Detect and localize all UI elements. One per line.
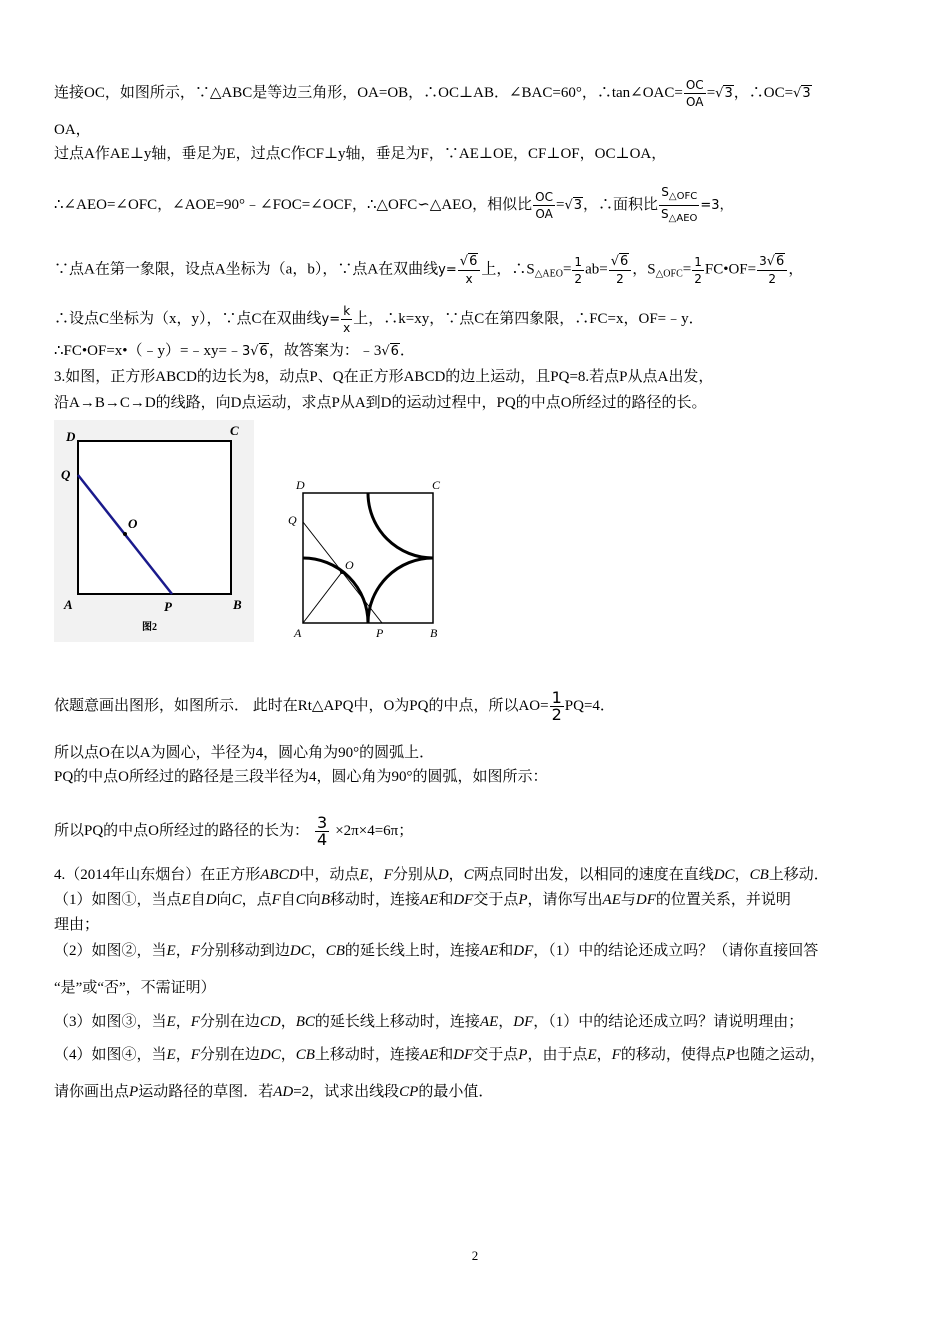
radicand: 6 [619,254,629,269]
text: C [295,892,306,908]
fraction-oc-oa [684,77,706,110]
text: ，由于点 [527,1047,588,1063]
text: P [518,1047,528,1063]
text: ， [175,1047,191,1063]
label-c: C [230,423,239,438]
text: AE [419,1047,439,1063]
text: DC [259,1047,281,1063]
q4-line-6 [54,1013,803,1031]
text: 移动时，连接 [329,892,420,908]
text: F [190,1014,200,1030]
text: = [329,311,341,327]
text: FC•OF= [704,261,757,278]
text: ∴∠AEO=∠OFC，∠AOE=90°﹣∠FOC=∠OCF，∴△OFC∽△AEO，相似比 [54,196,533,213]
text: ， [734,867,750,883]
solution-line-6 [54,303,704,336]
text: S [661,185,669,199]
fraction-three-quarters [315,815,329,848]
midpoint-o [123,532,127,536]
q4-line-8 [54,1083,493,1101]
text: （2）如图②，当 [54,943,167,959]
numerator: 1 [551,688,562,707]
sqrt-6: √6 [610,254,629,269]
denominator: 2 [574,271,583,286]
denominator: 4 [317,830,328,849]
q3-solution-4 [54,815,413,848]
fraction-one-half [550,690,564,723]
text: ×2π×4=6π； [335,822,414,839]
fraction-one-half [692,254,704,287]
text: DF [635,892,656,908]
numerator [757,253,787,270]
text: ， [596,1047,612,1063]
text: 上移动时，连接 [314,1047,420,1063]
label-p: P [164,599,172,614]
fraction-sqrt6-over-x [458,253,481,287]
text: 上，∴k=xy，∵点C在第四象限，∴FC=x，OF=﹣y． [353,310,704,327]
denominator: OA [684,93,706,110]
label-b: B [233,597,242,612]
text: AEO [676,213,698,224]
text: △ [668,213,677,224]
label-d: D [296,478,305,492]
text: D [205,892,217,908]
text: 自 [190,892,206,908]
solution-line-4 [54,184,733,227]
text: ，S [632,261,656,278]
radicand: 3 [802,85,811,101]
q4-line-1 [54,866,829,884]
text: E [181,892,191,908]
text: y [438,262,446,278]
text: AD [273,1084,294,1100]
radicand: 6 [776,254,785,269]
text: =2，试求出线段 [293,1084,400,1100]
text: ，点 [241,892,272,908]
text: 3 [241,344,251,359]
numerator: OC [685,78,704,92]
text: 也随之运动， [735,1047,826,1063]
text: AE [479,943,499,959]
solution-line-7 [54,342,415,361]
text: DF [453,892,474,908]
square-abcd [303,493,433,623]
denominator: 2 [551,705,562,724]
text: PQ=4． [564,697,615,714]
text: 与 [620,892,636,908]
text: C [463,867,474,883]
fraction-one-half [572,254,584,287]
denominator: 2 [694,271,702,286]
text: ， [280,1047,296,1063]
denominator: OA [533,205,555,222]
text: =3， [700,197,733,213]
q3-solution-2: 所以点O在以A为圆心，半径为4，圆心角为90°的圆弧上． [54,745,435,761]
text: = [706,84,716,101]
text: = [682,261,692,278]
fraction-oc-oa [533,189,555,222]
text: ． [399,343,415,359]
text: 的移动，使得点 [620,1047,726,1063]
numerator: k [343,304,351,318]
text: ， [448,867,464,883]
q3-line-1: 3.如图，正方形ABCD的边长为8，动点P、Q在正方形ABCD的边上运动，且PQ=8.若点P从点A出发， [54,369,714,385]
text: P [725,1047,736,1063]
text: F [190,1047,200,1063]
text: D [437,867,449,883]
sqrt-6: √6 [459,254,478,269]
text: DC [289,943,311,959]
text: AE [602,892,621,908]
text: 的延长线上时，连接 [344,943,480,959]
label-q: Q [288,513,297,527]
figure-arc-paths [284,476,454,642]
sqrt-6: √6 [250,344,268,359]
q4-line-4 [54,942,818,960]
figure-arc-paths-svg [284,476,454,642]
label-d: D [66,429,76,444]
radicand: 3 [724,85,733,101]
text: 和 [498,943,514,959]
text: 交于点 [473,892,519,908]
fraction-3sqrt6-over-2 [757,253,787,287]
label-a: A [64,597,73,612]
text: ，∴面积比 [583,196,659,213]
text: S [661,207,669,221]
text: 中，动点 [299,867,360,883]
text: △OFC [655,268,683,280]
numerator [458,253,481,270]
text: y [321,311,330,327]
sqrt-3: √3 [793,85,811,101]
numerator: 1 [694,254,702,269]
label-a: A [294,626,302,640]
sqrt-6: √6 [766,254,785,269]
text: ， [788,261,804,278]
text: 运动路径的草图．若 [138,1084,274,1100]
page-number: 2 [471,1248,479,1263]
sqrt-3: √3 [715,85,733,101]
text: ∴FC•OF=x•（﹣y）=﹣xy=﹣ [54,343,242,359]
q3-solution-1 [54,690,615,723]
text: ， [368,867,384,883]
text: CB [295,1047,315,1063]
figure-caption: 图2 [142,622,157,633]
text: 请你画出点 [54,1084,130,1100]
denominator: 2 [609,270,632,287]
solution-line-5 [54,253,803,287]
text: OFC [676,191,698,202]
text: 向 [305,892,321,908]
text: CD [259,1014,281,1030]
text: ， [498,1014,514,1030]
text: （1）如图①，当点 [54,892,182,908]
text: F [383,867,393,883]
radicand: 6 [259,344,268,359]
label-b: B [430,626,438,640]
text: ， [175,1014,191,1030]
denominator: x [343,321,351,335]
text: （3）如图③，当 [54,1014,167,1030]
denominator [659,205,699,227]
midpoint-o [340,570,344,574]
text: C [231,892,242,908]
text: F [271,892,281,908]
sqrt-6: √6 [381,344,399,359]
solution-line-1 [54,77,812,110]
text: 连接OC，如图所示，∵△ABC是等边三角形，OA=OB，∴OC⊥AB．∠BAC=60°，∴tan∠OAC= [54,84,683,101]
numerator [609,253,632,270]
text: F [190,943,200,959]
text: B [320,892,330,908]
text: E [166,943,176,959]
text: DC [713,867,735,883]
text: 自 [280,892,296,908]
text: ∵点A在第一象限，设点A坐标为（a，b），∵点A在双曲线 [54,261,439,278]
label-o: O [128,516,138,531]
text: ， [175,943,191,959]
text: BC [295,1014,315,1030]
text: F [611,1047,621,1063]
figure-square-pq [54,420,254,642]
figure-square-pq-svg [54,420,254,642]
text: ABCD [260,867,300,883]
radicand: 3 [573,197,583,213]
text: 交于点 [473,1047,519,1063]
text: 4.（2014年山东烟台）在正方形 [54,867,261,883]
q4-line-5: “是”或“否”，不需证明） [54,980,216,996]
numerator: OC [535,190,553,204]
text: 分别移动到边 [199,943,290,959]
q3-solution-3: PQ的中点O所经过的路径是三段半径为4，圆心角为90°的圆弧，如图所示： [54,769,548,785]
fraction-sqrt6-over-2 [609,253,632,287]
text: E [166,1014,176,1030]
text: △ [668,191,677,202]
text: ， [280,1014,296,1030]
text: E [166,1047,176,1063]
q4-line-2 [54,891,791,909]
text: △AEO [534,268,563,280]
sqrt-3: √3 [564,197,583,213]
text: 的延长线上移动时，连接 [314,1014,480,1030]
fraction-area-ratio [659,184,699,227]
denominator: x [458,270,481,287]
text: ，∴OC= [733,84,794,101]
text: 分别在边 [199,1047,260,1063]
text: = [555,196,565,213]
text: 两点同时出发，以相同的速度在直线 [473,867,714,883]
text: ，请你写出 [527,892,603,908]
text: ，故答案为：﹣3 [268,343,382,359]
text: ∴设点C坐标为（x，y），∵点C在双曲线 [54,310,322,327]
text: 的位置关系，并说明 [655,892,791,908]
text: 上移动． [768,867,829,883]
solution-line-3: 过点A作AE⊥y轴，垂足为E，过点C作CF⊥y轴，垂足为F，∵AE⊥OE，CF⊥OF，OC⊥OA， [54,146,667,162]
text: ，（1）中的结论还成立吗？（请你直接回答 [533,943,819,959]
text: 向 [216,892,232,908]
text: AE [479,1014,499,1030]
text: 分别从 [392,867,438,883]
text: AE [420,892,439,908]
text: CB [749,867,769,883]
text: E [587,1047,597,1063]
numerator: 1 [574,254,583,269]
text: CP [399,1084,419,1100]
label-o: O [345,558,354,572]
label-p: P [376,626,384,640]
q3-line-2: 沿A→B→C→D的线路，向D点运动，求点P从A到D的运动过程中，PQ的中点O所经过的路径的长。 [54,395,707,411]
text: E [359,867,369,883]
radicand: 6 [390,344,399,359]
radicand: 6 [469,254,478,269]
text: ab= [585,261,608,278]
numerator: 3 [317,813,328,832]
text: = [445,262,457,278]
text: 和 [438,892,454,908]
text: 3 [759,254,767,268]
label-q: Q [61,467,71,482]
text: = [562,261,572,278]
numerator [659,184,699,205]
text: （4）如图④，当 [54,1047,167,1063]
fraction-k-over-x [341,303,352,336]
text: CB [325,943,345,959]
text: 分别在边 [199,1014,260,1030]
q4-line-7 [54,1046,825,1064]
label-c: C [432,478,441,492]
text: 上，∴S [481,261,535,278]
text: 依题意画出图形，如图所示． 此时在Rt△APQ中，O为PQ的中点，所以AO= [54,697,549,714]
text: 所以PQ的中点O所经过的路径的长为： [54,822,310,839]
text: DF [453,1047,474,1063]
text: 和 [438,1047,454,1063]
solution-line-2: OA， [54,122,91,138]
text: ， [310,943,326,959]
text: P [129,1084,139,1100]
text: P [518,892,528,908]
text: ，（1）中的结论还成立吗？请说明理由； [533,1014,804,1030]
text: 的最小值． [418,1084,494,1100]
q4-line-3: 理由； [54,917,100,933]
text: DF [513,943,534,959]
text: DF [513,1014,534,1030]
denominator: 2 [757,270,787,287]
